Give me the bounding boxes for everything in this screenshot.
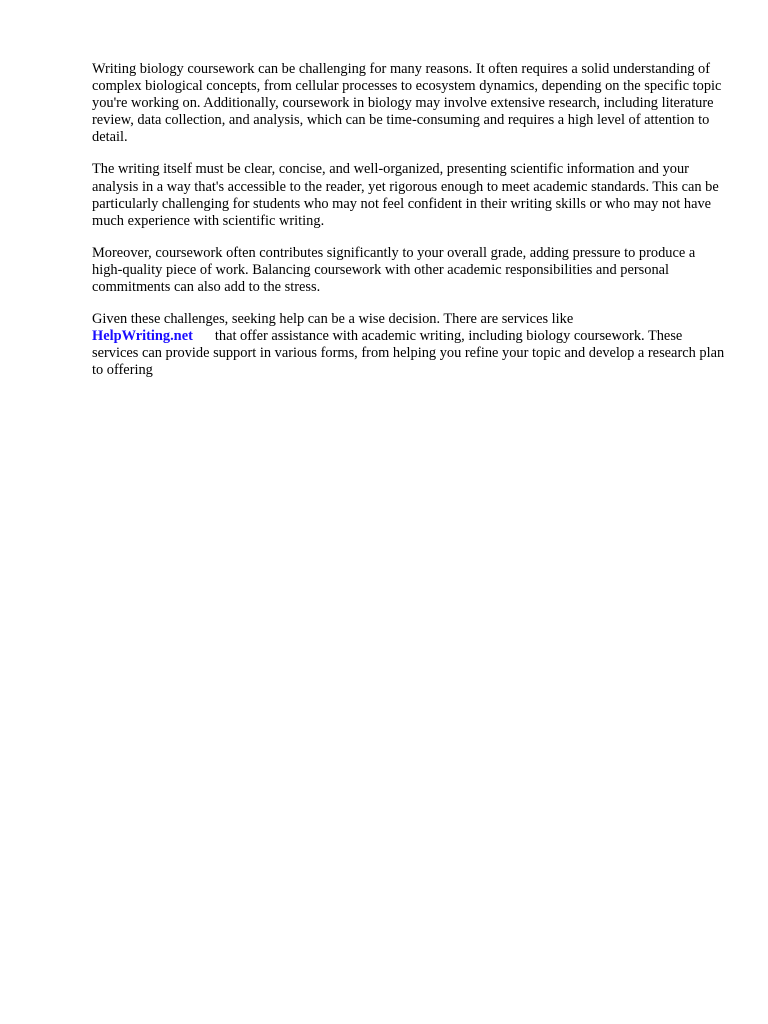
paragraph-4: [92, 311, 728, 379]
paragraph-4-tail: that offer assistance with academic writing, including biology coursework. These services can provide support in various forms, from helping you refine your topic and develop a research plan to offering: [92, 328, 725, 379]
paragraph-4-lead: Given these challenges, seeking help can be a wise decision. There are services like: [92, 311, 574, 328]
document-body: [92, 61, 728, 395]
paragraph-2: The writing itself must be clear, concise, and well-organized, presenting scientific information and your analysis in a way that's accessible to the reader, yet rigorous enough to meet academic standards. This can be particularly challenging for students who may not feel confident in their writing skills or who may not have much experience with scientific writing.: [92, 161, 719, 229]
paragraph-3: Moreover, coursework often contributes significantly to your overall grade, adding pressure to produce a high-quality piece of work. Balancing coursework with other academic responsibilities and personal commitments can also add to the stress.: [92, 244, 696, 296]
helpwriting-link[interactable]: HelpWriting.net: [92, 328, 193, 345]
paragraph-1: Writing biology coursework can be challenging for many reasons. It often requires a solid understanding of complex biological concepts, from cellular processes to ecosystem dynamics, depending on the specific topic you're working on. Additionally, coursework in biology may involve extensive research, including literature review, data collection, and analysis, which can be time-consuming and requires a high level of attention to detail.: [92, 61, 722, 146]
